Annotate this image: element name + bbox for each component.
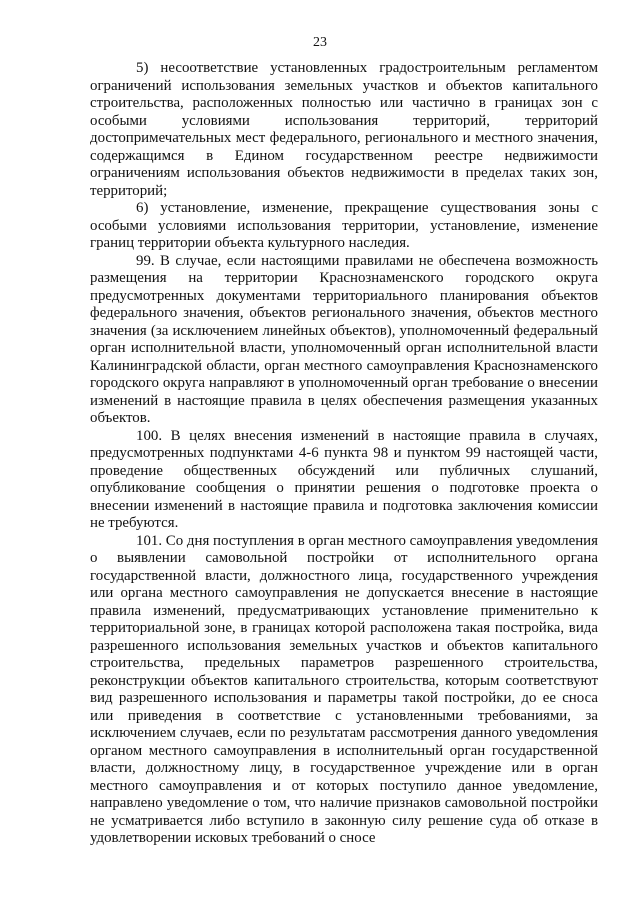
paragraph-100: 100. В целях внесения изменений в настоящие правила в случаях, предусмотренных подпунктами 4-6 пункта 98 и пунктом 99 настоящей части, проведение общественных обсуждений или публичных слушаний, опубликование сообщения о принятии решения о подготовке проекта о внесении изменений в настоящие правила и подготовка заключения комиссии не требуются.: [90, 427, 598, 531]
paragraph-101: 101. Со дня поступления в орган местного самоуправления уведомления о выявлении самовольной постройки от исполнительного органа государственной власти, должностного лица, государственного учреждения или органа местного самоуправления не допускается внесение в настоящие правила изменений, предусматривающих установление применительно к территориальной зоне, в границах которой расположена такая постройка, вида разрешенного использования земельных участков и объектов капитального строительства, предельных параметров разрешенного строительства, реконструкции объектов капитального строительства, которым соответствуют вид разрешенного использования и параметры такой постройки, до ее сноса или приведения в соответствие с установленными требованиями, за исключением случаев, если по результатам рассмотрения данного уведомления органом местного самоуправления в исполнительный орган государственной власти, должностному лицу, в государственное учреждение или в орган местного самоуправления и от которых поступило данное уведомление, направлено уведомление о том, что наличие признаков самовольной постройки не усматривается либо вступило в законную силу решение суда об отказе в удовлетворении исковых требований о сносе: [90, 532, 598, 846]
paragraph-item-5: 5) несоответствие установленных градостроительным регламентом ограничений использования земельных участков и объектов капитального строительства, расположенных полностью или частично в границах зон с особыми условиями использования территорий, территорий достопримечательных мест федерального, регионального и местного значения, содержащимся в Едином государственном реестре недвижимости ограничениям использования объектов недвижимости в пределах таких зон, территорий;: [90, 60, 598, 199]
paragraph-item-6: 6) установление, изменение, прекращение существования зоны с особыми условиями использования территории, установление, изменение границ территории объекта культурного наследия.: [90, 200, 598, 251]
page-number: 23: [313, 35, 327, 50]
paragraph-99: 99. В случае, если настоящими правилами не обеспечена возможность размещения на территории Краснознаменского городского округа предусмотренных документами территориального планирования объектов федерального значения, объектов регионального значения, объектов местного значения (за исключением линейных объектов), уполномоченный федеральный орган исполнительной власти, уполномоченный орган исполнительной власти Калининградской области, орган местного самоуправления Краснознаменского городского округа направляют в уполномоченный орган требование о внесении изменений в настоящие правила в целях обеспечения размещения указанных объектов.: [90, 252, 598, 426]
document-body: [90, 60, 598, 848]
